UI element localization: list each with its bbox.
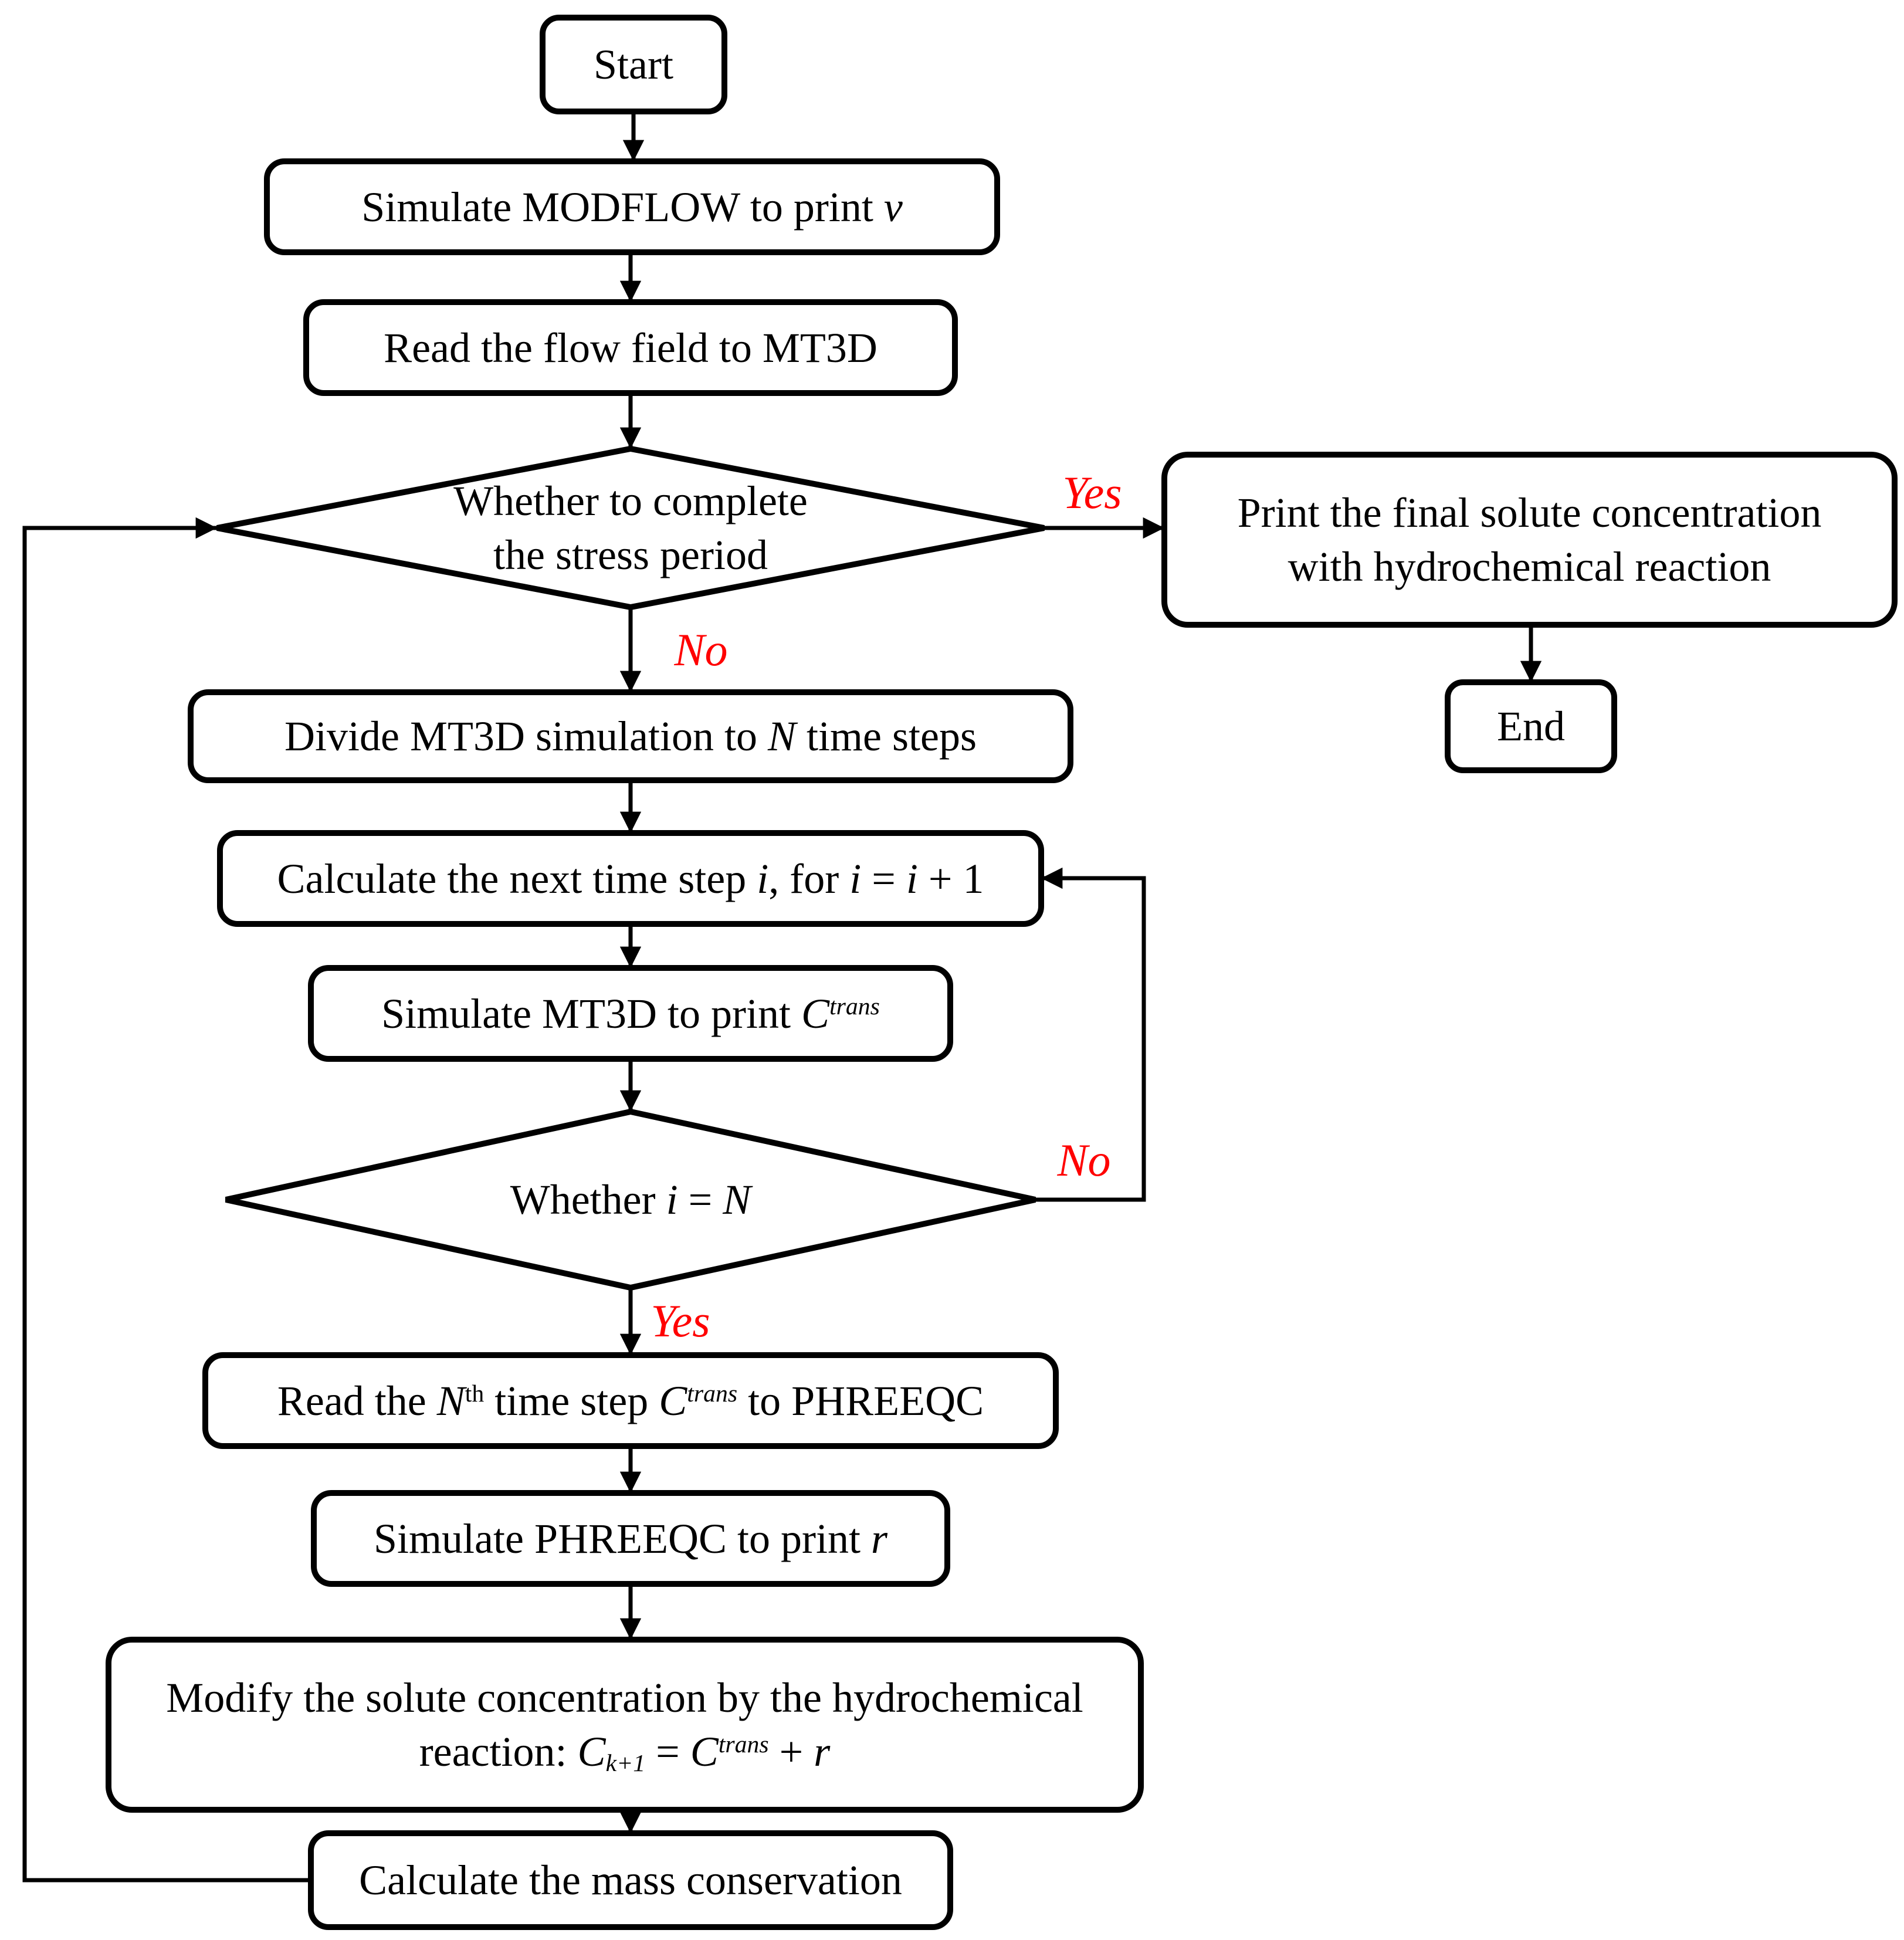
calculate-next-step-label <box>220 833 1041 924</box>
modify-concentration-label <box>109 1640 1141 1810</box>
simulate-mt3d-label <box>311 968 950 1059</box>
read-nth-step-text: Read the $N^{th}$ time step $C^{trans}$ to PHREEQC <box>277 1377 984 1424</box>
read-nth-step-label <box>205 1355 1056 1446</box>
start-label <box>543 18 724 111</box>
start-text: Start <box>594 41 673 88</box>
print-final-line1: Print the final solute concentration <box>1237 489 1822 536</box>
stress-decision-line1: Whether to complete <box>453 478 808 524</box>
stress-decision-label <box>217 449 1044 607</box>
modify-concentration-line1: Modify the solute concentration by the hydrochemical <box>166 1674 1083 1721</box>
modify-concentration-line2: reaction: $C_{k+1} = C^{trans} + r$ <box>419 1728 831 1778</box>
simulate-phreeqc-label <box>314 1493 947 1584</box>
stress-no-label: No <box>674 624 728 675</box>
simulate-modflow-text: Simulate MODFLOW to print v <box>361 183 903 231</box>
stress-decision-line2: the stress period <box>493 531 768 578</box>
iteration-decision-text: Whether i = N <box>510 1176 751 1223</box>
mass-conservation-label <box>311 1833 950 1927</box>
iteration-decision-label <box>226 1112 1035 1288</box>
print-final-line2: with hydrochemical reaction <box>1288 543 1771 590</box>
read-flow-field-label <box>306 302 955 393</box>
simulate-mt3d-text: Simulate MT3D to print $C^{trans}$ <box>381 990 880 1037</box>
stress-yes-label: Yes <box>1062 467 1122 518</box>
simulate-phreeqc-text: Simulate PHREEQC to print r <box>373 1515 888 1562</box>
mass-conservation-text: Calculate the mass conservation <box>359 1857 902 1904</box>
read-flow-field-text: Read the flow field to MT3D <box>384 324 878 371</box>
iteration-yes-label: Yes <box>651 1295 710 1346</box>
iteration-no-label: No <box>1057 1135 1111 1186</box>
simulate-modflow-label <box>267 161 997 252</box>
divide-simulation-label <box>191 692 1070 780</box>
print-final-label <box>1164 455 1895 625</box>
calculate-next-step-text: Calculate the next time step i, for i = i + 1 <box>277 855 984 902</box>
end-text: End <box>1497 703 1565 750</box>
divide-simulation-text: Divide MT3D simulation to N time steps <box>284 713 977 760</box>
end-label <box>1448 682 1614 770</box>
